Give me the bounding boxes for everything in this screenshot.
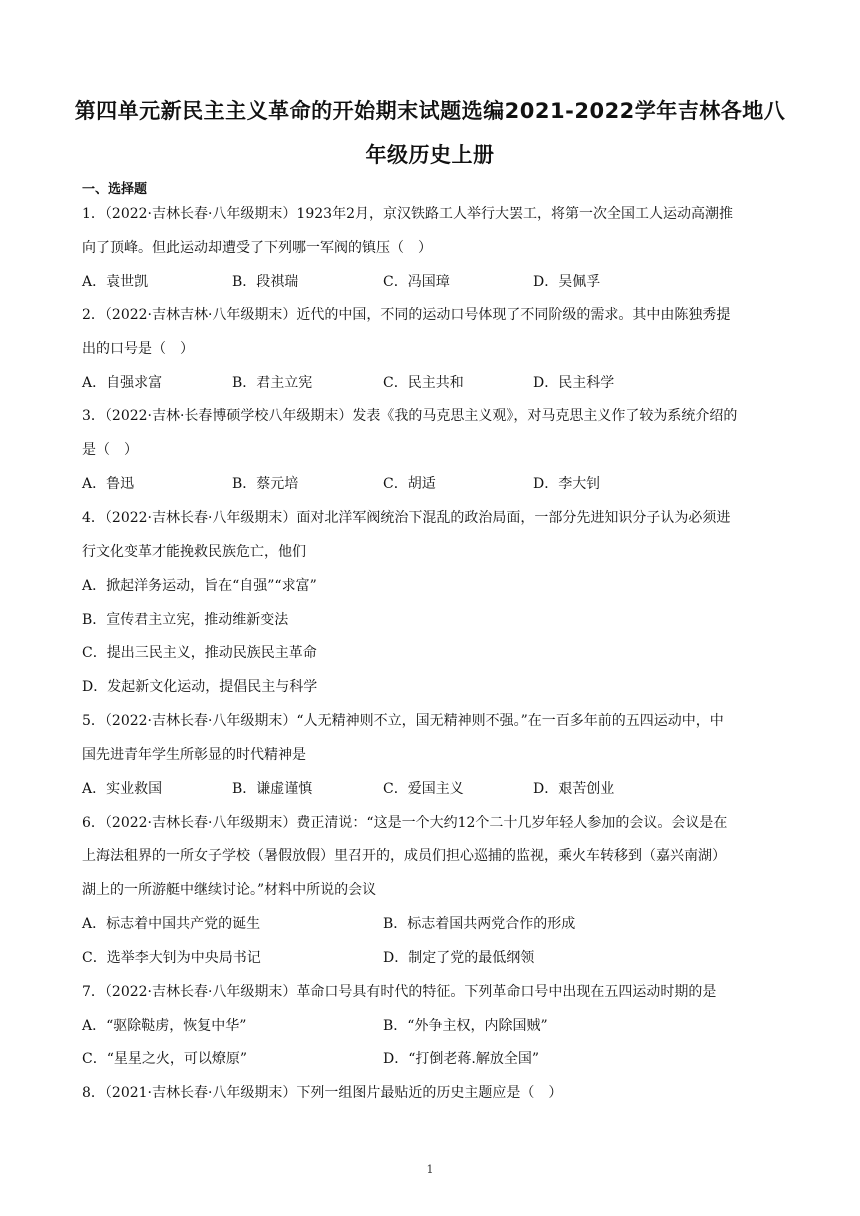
question-3-option-d: D．李大钊 [533,476,601,492]
question-6-stem-line-2: 上海法租界的一所女子学校（暑假放假）里召开的，成员们担心巡捕的监视，乘火车转移到（嘉兴南湖） [82,848,726,864]
question-1-option-b: B．段祺瑞 [232,274,299,290]
question-5-option-c: C．爱国主义 [383,781,464,797]
question-5-option-b: B．谦虚谨慎 [232,781,313,797]
question-5-stem-line-1: 5．（2022·吉林长春·八年级期末）“人无精神则不立，国无精神则不强。”在一百多年前的五四运动中，中 [82,713,724,729]
question-4-option-c: C．提出三民主义，推动民族民主革命 [82,645,317,661]
question-1-option-d: D．吴佩孚 [533,274,601,290]
question-2-option-b: B．君主立宪 [232,375,313,391]
question-2-stem-line-2: 出的口号是（ ） [82,341,194,357]
document-title-line-1: 第四单元新民主主义革命的开始期末试题选编2021-2022学年吉林各地八 [74,99,786,123]
question-3-stem-line-1: 3．（2022·吉林·长春博硕学校八年级期末）发表《我的马克思主义观》，对马克思主义作了较为系统介绍的 [82,408,738,424]
question-1-stem-line-2: 向了顶峰。但此运动却遭受了下列哪一军阀的镇压（ ） [82,240,432,256]
question-4-option-b: B．宣传君主立宪，推动维新变法 [82,612,289,628]
question-3-option-a: A．鲁迅 [82,476,135,492]
question-7-stem-line-1: 7．（2022·吉林长春·八年级期末）革命口号具有时代的特征。下列革命口号中出现在五四运动时期的是 [82,984,717,1000]
question-7-option-a: A．“驱除鞑虏，恢复中华” [82,1018,247,1034]
question-8-stem-line-1: 8．（2021·吉林长春·八年级期末）下列一组图片最贴近的历史主题应是（ ） [82,1085,563,1101]
question-2-option-c: C．民主共和 [383,375,464,391]
question-6-stem-line-1: 6．（2022·吉林长春·八年级期末）费正清说：“这是一个大约12个二十几岁年轻人参加的会议。会议是在 [82,815,728,831]
question-5-option-a: A．实业救国 [82,781,163,797]
question-1-stem-line-1: 1．（2022·吉林长春·八年级期末）1923年2月，京汉铁路工人举行大罢工，将第一次全国工人运动高潮推 [82,206,733,222]
question-4-stem-line-2: 行文化变革才能挽救民族危亡，他们 [82,544,306,560]
question-3-option-b: B．蔡元培 [232,476,299,492]
question-6-option-a: A．标志着中国共产党的诞生 [82,916,261,932]
question-5-stem-line-2: 国先进青年学生所彰显的时代精神是 [82,747,306,763]
question-6-option-d: D．制定了党的最低纲领 [383,950,535,966]
question-3-option-c: C．胡适 [383,476,436,492]
question-7-option-d: D．“打倒老蒋.解放全国” [383,1051,539,1067]
document-title-line-2: 年级历史上册 [365,143,495,167]
question-2-option-a: A．自强求富 [82,375,163,391]
question-5-option-d: D．艰苦创业 [533,781,615,797]
question-7-option-c: C．“星星之火，可以燎原” [82,1051,248,1067]
question-1-option-a: A．袁世凯 [82,274,149,290]
section-heading: 一、选择题 [82,182,148,197]
question-2-option-d: D．民主科学 [533,375,615,391]
question-7-option-b: B．“外争主权，内除国贼” [383,1018,548,1034]
question-3-stem-line-2: 是（ ） [82,442,138,458]
question-4-stem-line-1: 4．（2022·吉林长春·八年级期末）面对北洋军阀统治下混乱的政治局面，一部分先进知识分子认为必须进 [82,510,731,526]
question-6-option-c: C．选举李大钊为中央局书记 [82,950,261,966]
question-4-option-d: D．发起新文化运动，提倡民主与科学 [82,679,318,695]
question-6-stem-line-3: 湖上的一所游艇中继续讨论。”材料中所说的会议 [82,882,377,898]
question-6-option-b: B．标志着国共两党合作的形成 [383,916,576,932]
question-2-stem-line-1: 2．（2022·吉林吉林·八年级期末）近代的中国，不同的运动口号体现了不同阶级的需求。其中由陈独秀提 [82,307,731,323]
question-1-option-c: C．冯国璋 [383,274,450,290]
page-number: 1 [426,1163,434,1176]
question-4-option-a: A．掀起洋务运动，旨在“自强”“求富” [82,578,317,594]
